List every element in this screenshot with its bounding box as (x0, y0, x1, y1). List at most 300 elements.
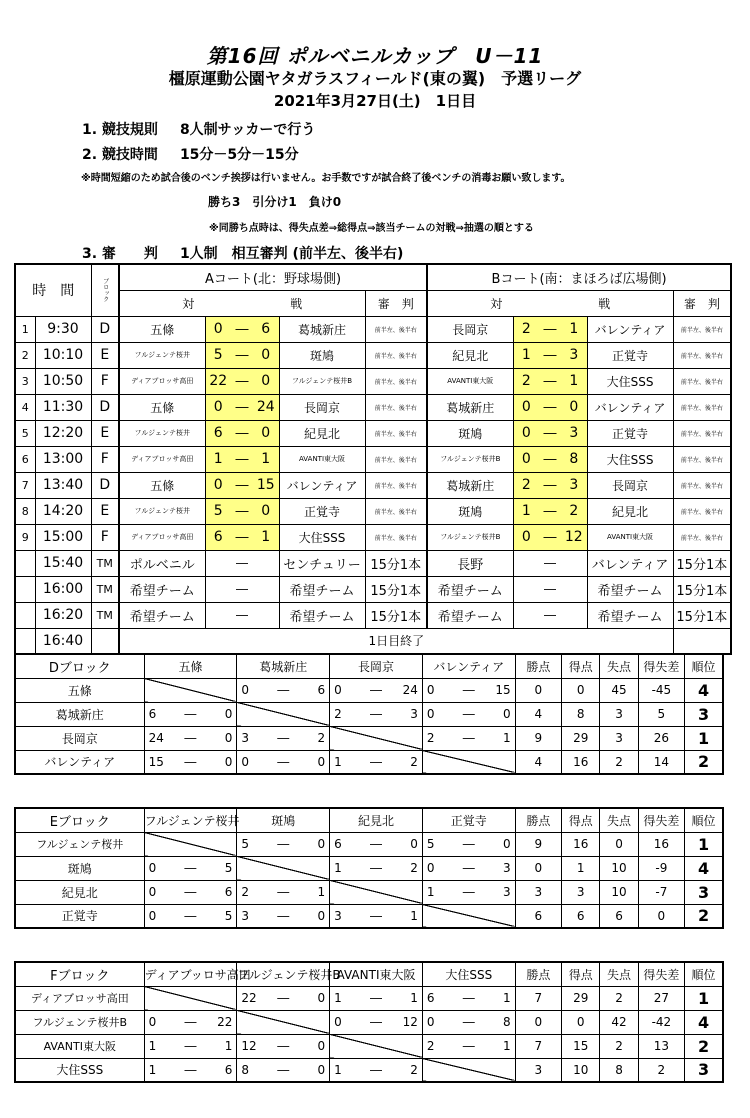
goals-for: 8 (237, 1058, 265, 1082)
score-dash: ― (205, 550, 279, 576)
away-team: 葛城新庄 (279, 316, 365, 342)
header-time: 時 間 (15, 264, 91, 316)
score-dash: ― (358, 904, 394, 928)
stat-header-rank: 順位 (685, 654, 723, 678)
goals-for: 2 (422, 726, 450, 750)
referee-note: 前半左、後半右 (673, 368, 731, 394)
opponent-header: バレンティア (422, 654, 515, 678)
points: 0 (515, 1010, 561, 1034)
opponent-header: 長岡京 (330, 654, 423, 678)
goals-for: 2 (422, 1034, 450, 1058)
rank: 1 (685, 726, 723, 750)
goals-for: 1 (144, 1034, 172, 1058)
self-match-cell (144, 832, 237, 856)
goals-scored: 29 (562, 986, 600, 1010)
score-dash: ― (358, 856, 394, 880)
goals-against: 15 (487, 678, 515, 702)
referee-note: 前半左、後半右 (673, 446, 731, 472)
goals-for: 15 (144, 750, 172, 774)
day-end-text: 1日目終了 (119, 628, 673, 654)
rank: 1 (685, 832, 723, 856)
referee-note: 前半左、後半右 (673, 316, 731, 342)
goals-against: 1 (487, 986, 515, 1010)
home-team: 五條 (119, 394, 205, 420)
header-block: ブロック (91, 264, 119, 316)
match-no: 2 (15, 342, 35, 368)
match-row (15, 472, 731, 498)
away-team: 長岡京 (587, 472, 673, 498)
standing-row (15, 678, 723, 702)
home-team: 葛城新庄 (427, 394, 513, 420)
away-team: センチュリー (279, 550, 365, 576)
away-team: バレンティア (587, 316, 673, 342)
away-score: 1 (561, 316, 587, 342)
goals-for: 0 (144, 856, 172, 880)
goals-for: 1 (144, 1058, 172, 1082)
points: 7 (515, 1034, 561, 1058)
match-time: 13:00 (35, 446, 91, 472)
stat-header-ga: 失点 (600, 654, 638, 678)
goals-scored: 0 (562, 1010, 600, 1034)
goals-against: 0 (301, 1034, 329, 1058)
home-score: 0 (513, 420, 539, 446)
team-name: AVANTI東大阪 (15, 1034, 144, 1058)
team-name: 葛城新庄 (15, 702, 144, 726)
venue-title: 橿原運動公園ヤタガラスフィールド(東の翼) 予選リーグ (168, 69, 582, 88)
score-dash: ― (172, 1034, 208, 1058)
opponent-header: 紀見北 (330, 808, 423, 832)
score-dash: ― (451, 880, 487, 904)
away-score: 8 (561, 446, 587, 472)
goals-against: 1 (394, 986, 422, 1010)
referee-note: 前半左、後半右 (673, 420, 731, 446)
goals-for: 6 (144, 702, 172, 726)
goal-difference: 14 (638, 750, 684, 774)
opponent-header: 斑鳩 (237, 808, 330, 832)
goals-for: 6 (422, 986, 450, 1010)
match-row (15, 420, 731, 446)
goals-for: 0 (144, 904, 172, 928)
score-dash: ― (358, 678, 394, 702)
score-dash: ― (539, 472, 561, 498)
home-team: 斑鳩 (427, 420, 513, 446)
match-row (15, 498, 731, 524)
home-team: 希望チーム (427, 576, 513, 602)
standing-row (15, 1034, 723, 1058)
home-score: 6 (205, 524, 231, 550)
team-name: 大住SSS (15, 1058, 144, 1082)
goal-difference: -9 (638, 856, 684, 880)
match-time: 9:30 (35, 316, 91, 342)
score-dash: ― (231, 524, 253, 550)
goals-against: 3 (487, 880, 515, 904)
goals-conceded: 2 (600, 986, 638, 1010)
home-score: 5 (205, 498, 231, 524)
stat-header-gd: 得失差 (638, 654, 684, 678)
end-time: 16:40 (35, 628, 91, 654)
goals-conceded: 2 (600, 1034, 638, 1058)
goals-for: 0 (144, 880, 172, 904)
home-team: ディアブロッサ高田 (119, 368, 205, 394)
self-match-cell (237, 1010, 330, 1034)
score-dash: ― (265, 1034, 301, 1058)
block-name: Fブロック (15, 962, 144, 986)
self-match-cell (237, 856, 330, 880)
goals-against: 0 (301, 1058, 329, 1082)
goals-against: 2 (301, 726, 329, 750)
court-b-ref-header: 審 判 (673, 290, 731, 316)
score-dash: ― (451, 832, 487, 856)
block-name: Dブロック (15, 654, 144, 678)
match-time: 10:50 (35, 368, 91, 394)
rule-1-label: 1. 競技規則 (82, 122, 158, 138)
score-dash: ― (513, 602, 587, 628)
goals-against: 1 (301, 880, 329, 904)
home-team: 希望チーム (427, 602, 513, 628)
match-no: 4 (15, 394, 35, 420)
match-time: 10:10 (35, 342, 91, 368)
home-team: フルジェンテ桜井B (427, 446, 513, 472)
score-dash: ― (231, 368, 253, 394)
team-name: 五條 (15, 678, 144, 702)
goal-difference: 13 (638, 1034, 684, 1058)
score-dash: ― (172, 856, 208, 880)
score-dash: ― (539, 498, 561, 524)
goals-for: 1 (330, 986, 358, 1010)
score-dash: ― (451, 986, 487, 1010)
goals-against: 2 (394, 750, 422, 774)
referee-note: 前半左、後半右 (673, 524, 731, 550)
rank: 4 (685, 856, 723, 880)
standing-row (15, 1010, 723, 1034)
match-time: 13:40 (35, 472, 91, 498)
away-team: 大住SSS (587, 368, 673, 394)
standing-row (15, 726, 723, 750)
referee-note: 前半左、後半右 (365, 368, 427, 394)
match-time: 14:20 (35, 498, 91, 524)
match-block: F (91, 524, 119, 550)
standing-row (15, 904, 723, 928)
goals-against: 0 (209, 750, 237, 774)
self-match-cell (330, 880, 423, 904)
goals-against: 1 (487, 726, 515, 750)
home-score: 0 (513, 446, 539, 472)
home-score: 1 (513, 342, 539, 368)
referee-note: 前半左、後半右 (365, 342, 427, 368)
away-team: 希望チーム (587, 602, 673, 628)
score-dash: ― (265, 986, 301, 1010)
score-dash: ― (231, 498, 253, 524)
away-team: 正覚寺 (587, 420, 673, 446)
away-team: 斑鳩 (279, 342, 365, 368)
court-a-ref-header: 審 判 (365, 290, 427, 316)
goals-conceded: 42 (600, 1010, 638, 1034)
referee-note: 前半左、後半右 (365, 472, 427, 498)
points: 3 (515, 1058, 561, 1082)
team-name: ディアブロッサ高田 (15, 986, 144, 1010)
referee-note: 前半左、後半右 (673, 394, 731, 420)
match-time: 12:20 (35, 420, 91, 446)
goals-for: 2 (237, 880, 265, 904)
away-team: 正覚寺 (279, 498, 365, 524)
opponent-header: AVANTI東大阪 (330, 962, 423, 986)
goals-scored: 1 (562, 856, 600, 880)
goals-scored: 6 (562, 904, 600, 928)
team-name: 紀見北 (15, 880, 144, 904)
goals-against: 3 (394, 702, 422, 726)
goals-scored: 10 (562, 1058, 600, 1082)
goals-scored: 3 (562, 880, 600, 904)
away-score: 0 (561, 394, 587, 420)
rule-3 (82, 243, 403, 263)
empty-cell (673, 628, 731, 654)
goal-difference: 26 (638, 726, 684, 750)
points: 0 (515, 856, 561, 880)
home-score: 0 (513, 524, 539, 550)
goals-conceded: 2 (600, 750, 638, 774)
goals-for: 0 (422, 678, 450, 702)
home-team: フルジェンテ桜井 (119, 498, 205, 524)
score-dash: ― (451, 1010, 487, 1034)
block-f-table (14, 961, 724, 1083)
home-team: フルジェンテ桜井B (427, 524, 513, 550)
court-a-header: Aコート(北：野球場側) (119, 264, 427, 290)
score-dash: ― (265, 678, 301, 702)
goals-against: 0 (301, 986, 329, 1010)
page-title: 第16回 ポルベニルカップ U－11 (206, 44, 544, 68)
referee-note: 前半左、後半右 (365, 316, 427, 342)
goals-for: 0 (144, 1010, 172, 1034)
match-block: D (91, 316, 119, 342)
rank: 4 (685, 1010, 723, 1034)
rank: 3 (685, 1058, 723, 1082)
away-score: 3 (561, 342, 587, 368)
score-dash: ― (451, 678, 487, 702)
match-no: 5 (15, 420, 35, 446)
stat-header-ga: 失点 (600, 808, 638, 832)
match-block: E (91, 420, 119, 446)
away-score: 3 (561, 420, 587, 446)
goals-against: 2 (394, 856, 422, 880)
opponent-header: フルジェンテ桜井 (144, 808, 237, 832)
home-score: 2 (513, 316, 539, 342)
goals-for: 5 (237, 832, 265, 856)
away-score: 3 (561, 472, 587, 498)
match-row (15, 446, 731, 472)
score-dash: ― (231, 316, 253, 342)
standing-row (15, 750, 723, 774)
date-title: 2021年3月27日(土) 1日目 (273, 92, 477, 110)
goals-for: 5 (422, 832, 450, 856)
bench-note: ※時間短縮のため試合後のベンチ挨拶は行いません。お手数ですが試合終了後ベンチの消毒お願い致します。 (81, 173, 571, 184)
match-block: TM (91, 576, 119, 602)
score-dash: ― (231, 342, 253, 368)
goals-against: 0 (487, 832, 515, 856)
score-dash: ― (172, 1010, 208, 1034)
points: 4 (515, 702, 561, 726)
goals-against: 8 (487, 1010, 515, 1034)
block-name: Eブロック (15, 808, 144, 832)
match-block: TM (91, 550, 119, 576)
away-team: フルジェンテ桜井B (279, 368, 365, 394)
match-no: 9 (15, 524, 35, 550)
goals-scored: 0 (562, 678, 600, 702)
match-time: 16:20 (35, 602, 91, 628)
self-match-cell (422, 1058, 515, 1082)
home-team: AVANTI東大阪 (427, 368, 513, 394)
match-no: 1 (15, 316, 35, 342)
points: 6 (515, 904, 561, 928)
goals-for: 0 (237, 750, 265, 774)
match-no: 6 (15, 446, 35, 472)
referee-note: 前半左、後半右 (365, 498, 427, 524)
score-dash: ― (231, 394, 253, 420)
away-team: 希望チーム (279, 602, 365, 628)
court-b-header: Bコート(南：まほろば広場側) (427, 264, 731, 290)
score-dash: ― (265, 750, 301, 774)
rule-1 (82, 119, 315, 139)
home-score: 2 (513, 368, 539, 394)
goals-for: 3 (330, 904, 358, 928)
score-dash: ― (358, 986, 394, 1010)
away-team: バレンティア (279, 472, 365, 498)
goals-against: 2 (394, 1058, 422, 1082)
score-dash: ― (172, 904, 208, 928)
goals-for: 1 (330, 856, 358, 880)
goals-conceded: 10 (600, 880, 638, 904)
goals-scored: 8 (562, 702, 600, 726)
opponent-header: フルジェンテ桜井B (237, 962, 330, 986)
goals-for: 24 (144, 726, 172, 750)
goals-scored: 29 (562, 726, 600, 750)
rank: 1 (685, 986, 723, 1010)
away-score: 1 (561, 368, 587, 394)
rule-3-label: 3. 審 判 (82, 246, 158, 262)
stat-header-wins: 勝点 (515, 654, 561, 678)
court-b-match-header: 対 戦 (427, 290, 673, 316)
away-score: 12 (561, 524, 587, 550)
away-team: AVANTI東大阪 (279, 446, 365, 472)
score-dash: ― (231, 420, 253, 446)
goals-against: 1 (394, 904, 422, 928)
away-score: 0 (253, 368, 279, 394)
goals-against: 1 (487, 1034, 515, 1058)
home-team: 五條 (119, 472, 205, 498)
score-dash: ― (513, 550, 587, 576)
goals-against: 3 (487, 856, 515, 880)
score-dash: ― (205, 602, 279, 628)
points: 7 (515, 986, 561, 1010)
rule-3-value: 1人制 相互審判 (前半左、後半右) (179, 246, 404, 262)
home-score: 6 (205, 420, 231, 446)
points: 3 (515, 880, 561, 904)
score-dash: ― (358, 702, 394, 726)
points-rule: 勝ち3 引分け1 負け0 (208, 195, 342, 209)
tm-duration: 15分1本 (365, 576, 427, 602)
goals-scored: 16 (562, 750, 600, 774)
goals-against: 5 (209, 856, 237, 880)
opponent-header: 正覚寺 (422, 808, 515, 832)
stat-header-gf: 得点 (562, 962, 600, 986)
home-score: 22 (205, 368, 231, 394)
goal-difference: 0 (638, 904, 684, 928)
match-no: 3 (15, 368, 35, 394)
match-block: D (91, 472, 119, 498)
away-score: 0 (253, 498, 279, 524)
goals-scored: 15 (562, 1034, 600, 1058)
opponent-header: 大住SSS (422, 962, 515, 986)
home-team: 希望チーム (119, 576, 205, 602)
goals-for: 0 (330, 678, 358, 702)
home-score: 0 (205, 472, 231, 498)
tm-row (15, 576, 731, 602)
match-no: 8 (15, 498, 35, 524)
score-dash: ― (172, 750, 208, 774)
score-dash: ― (265, 880, 301, 904)
goals-for: 0 (330, 1010, 358, 1034)
self-match-cell (330, 726, 423, 750)
score-dash: ― (539, 420, 561, 446)
score-dash: ― (451, 1034, 487, 1058)
goals-for: 0 (422, 1010, 450, 1034)
match-no (15, 628, 35, 654)
team-name: 正覚寺 (15, 904, 144, 928)
stat-header-rank: 順位 (685, 808, 723, 832)
home-team: ディアブロッサ高田 (119, 446, 205, 472)
goal-difference: 2 (638, 1058, 684, 1082)
score-dash: ― (539, 368, 561, 394)
home-team: 希望チーム (119, 602, 205, 628)
referee-note: 前半左、後半右 (673, 498, 731, 524)
goal-difference: -42 (638, 1010, 684, 1034)
home-score: 5 (205, 342, 231, 368)
home-score: 1 (513, 498, 539, 524)
home-team: ディアブロッサ高田 (119, 524, 205, 550)
rank: 3 (685, 702, 723, 726)
match-row (15, 316, 731, 342)
away-team: 紀見北 (279, 420, 365, 446)
away-score: 15 (253, 472, 279, 498)
home-score: 0 (205, 316, 231, 342)
home-team: フルジェンテ桜井 (119, 342, 205, 368)
goals-for: 0 (422, 702, 450, 726)
match-no (15, 550, 35, 576)
tiebreak-note: ※同勝ち点時は、得失点差⇒総得点⇒該当チームの対戦⇒抽選の順とする (209, 223, 534, 234)
goals-conceded: 0 (600, 832, 638, 856)
away-team: 希望チーム (279, 576, 365, 602)
goals-against: 0 (301, 832, 329, 856)
match-no: 7 (15, 472, 35, 498)
team-name: バレンティア (15, 750, 144, 774)
goals-for: 1 (330, 1058, 358, 1082)
rank: 2 (685, 904, 723, 928)
rank: 2 (685, 750, 723, 774)
match-block: E (91, 342, 119, 368)
goals-against: 5 (209, 904, 237, 928)
points: 9 (515, 832, 561, 856)
goal-difference: 27 (638, 986, 684, 1010)
standing-row (15, 856, 723, 880)
home-team: 葛城新庄 (427, 472, 513, 498)
match-time: 11:30 (35, 394, 91, 420)
away-score: 24 (253, 394, 279, 420)
rank: 4 (685, 678, 723, 702)
points: 4 (515, 750, 561, 774)
score-dash: ― (231, 446, 253, 472)
goals-for: 3 (237, 904, 265, 928)
goal-difference: -45 (638, 678, 684, 702)
team-name: フルジェンテ桜井B (15, 1010, 144, 1034)
